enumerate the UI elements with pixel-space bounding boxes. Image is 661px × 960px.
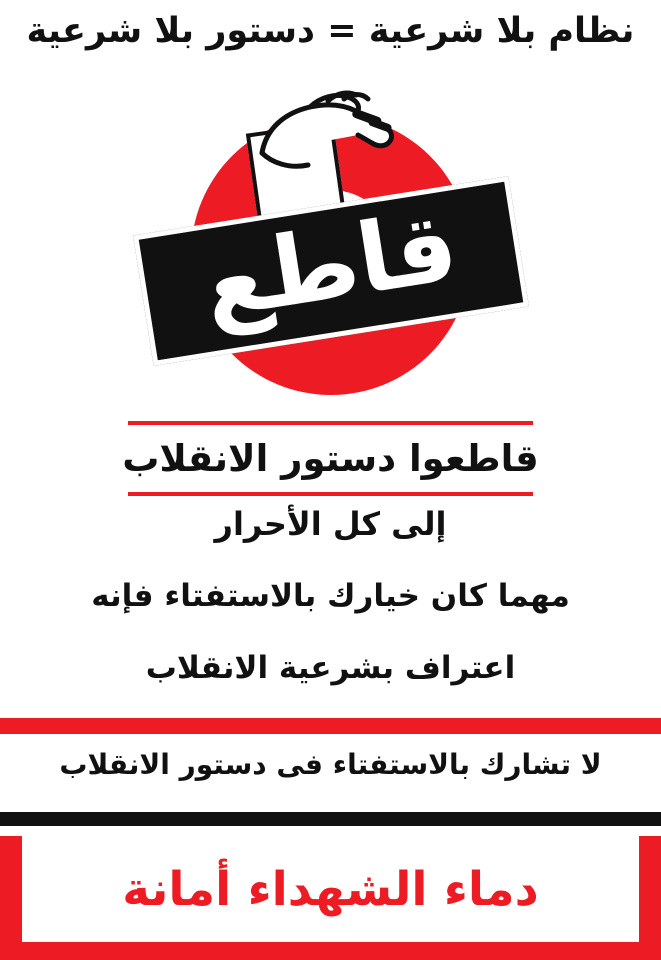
divider-top (128, 421, 533, 425)
divider-bottom (128, 492, 533, 496)
main-slogan: قاطعوا دستور الانقلاب (122, 437, 539, 480)
footer-bottom-bar (0, 942, 661, 960)
black-band (0, 812, 661, 826)
stamp-badge (133, 176, 529, 366)
stamp-label: قاطع (194, 189, 465, 341)
warning-text: لا تشارك بالاستفتاء فى دستور الانقلاب (59, 748, 602, 781)
line-recognition: اعتراف بشرعية الانقلاب (145, 650, 516, 686)
line-free: إلى كل الأحرار (214, 505, 447, 543)
martyrs-text: دماء الشهداء أمانة (122, 862, 539, 917)
emblem-group (0, 105, 661, 425)
red-band (0, 718, 661, 734)
line-choice: مهما كان خيارك بالاستفتاء فإنه (91, 578, 570, 614)
page-title: نظام بلا شرعية = دستور بلا شرعية (26, 11, 635, 51)
hand-dropping-ballot-icon (232, 77, 412, 197)
